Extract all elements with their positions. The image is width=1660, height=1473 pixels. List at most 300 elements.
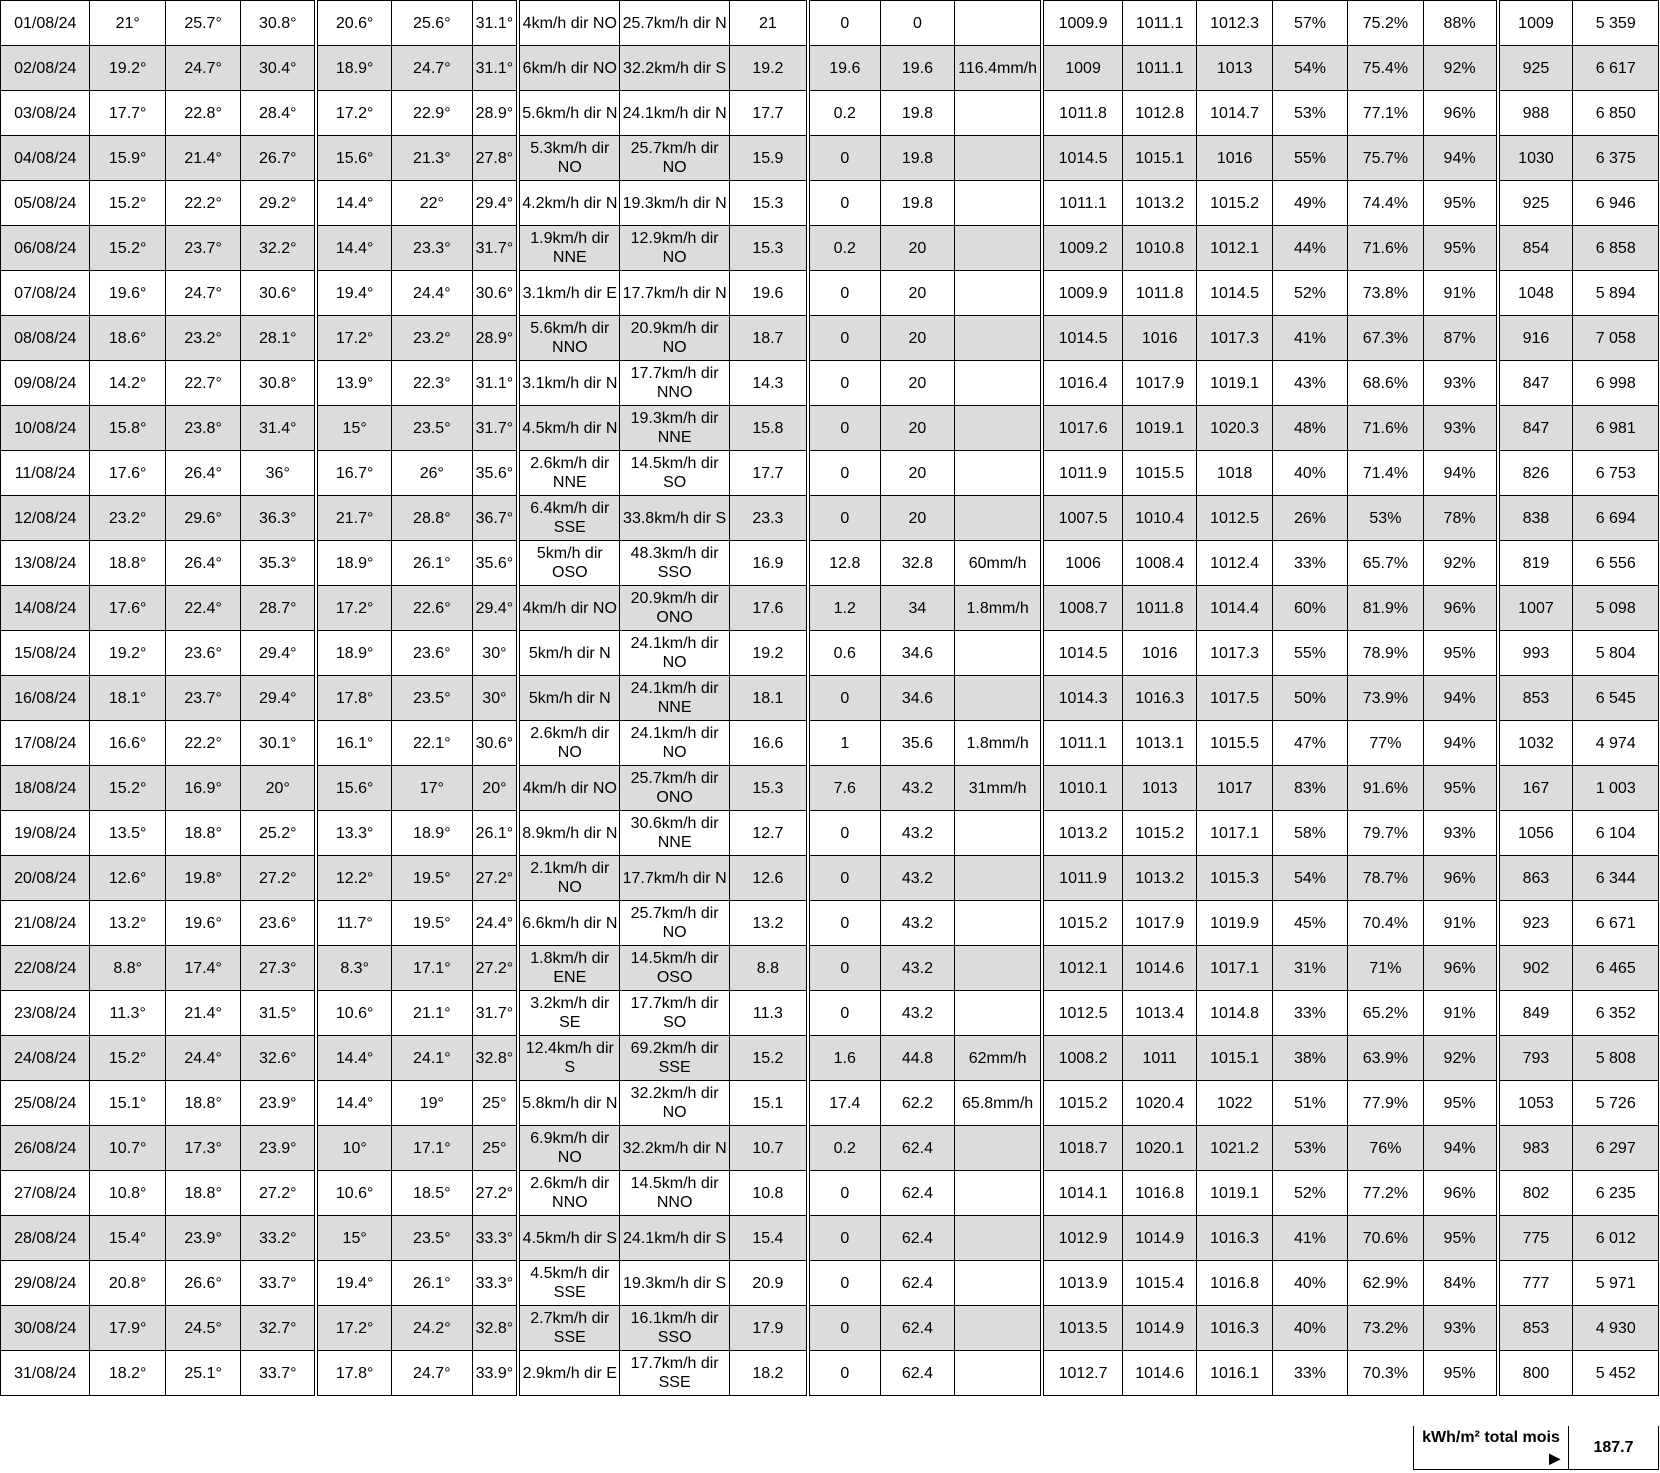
table-cell: 4.2km/h dir N bbox=[518, 181, 620, 226]
date-cell: 29/08/24 bbox=[1, 1261, 90, 1306]
table-cell: 1017.9 bbox=[1123, 901, 1197, 946]
table-cell: 19.6 bbox=[880, 46, 954, 91]
table-cell: 1 bbox=[808, 721, 880, 766]
table-cell: 6 545 bbox=[1573, 676, 1659, 721]
table-cell: 1010.1 bbox=[1042, 766, 1122, 811]
table-cell: 1014.1 bbox=[1042, 1171, 1122, 1216]
table-cell: 77% bbox=[1348, 721, 1423, 766]
table-cell: 27.3° bbox=[241, 946, 316, 991]
table-row bbox=[1, 496, 1659, 541]
month-total-label bbox=[1414, 1426, 1569, 1469]
table-cell: 30.6km/h dir NNE bbox=[620, 811, 730, 856]
table-cell: 15.9° bbox=[90, 136, 165, 181]
table-cell: 34.6 bbox=[880, 631, 954, 676]
table-cell: 17.4° bbox=[165, 946, 240, 991]
table-cell: 23.5° bbox=[392, 406, 472, 451]
date-cell: 06/08/24 bbox=[1, 226, 90, 271]
table-cell: 1014.5 bbox=[1197, 271, 1272, 316]
table-cell: 26.4° bbox=[165, 451, 240, 496]
table-cell: 43.2 bbox=[880, 901, 954, 946]
table-cell: 47% bbox=[1272, 721, 1347, 766]
table-cell: 8.8° bbox=[90, 946, 165, 991]
table-cell: 19.4° bbox=[316, 1261, 391, 1306]
table-cell: 4 930 bbox=[1573, 1306, 1659, 1351]
table-cell: 1018.7 bbox=[1042, 1126, 1122, 1171]
table-cell: 116.4mm/h bbox=[955, 46, 1042, 91]
table-cell: 17.7km/h dir N bbox=[620, 271, 730, 316]
table-cell: 10.8 bbox=[729, 1171, 807, 1216]
table-cell: 1.9km/h dir NNE bbox=[518, 226, 620, 271]
table-cell bbox=[955, 1261, 1042, 1306]
table-cell: 1015.2 bbox=[1197, 181, 1272, 226]
table-cell: 50% bbox=[1272, 676, 1347, 721]
date-cell: 14/08/24 bbox=[1, 586, 90, 631]
table-cell: 5 452 bbox=[1573, 1351, 1659, 1396]
table-cell: 777 bbox=[1498, 1261, 1573, 1306]
table-cell: 77.9% bbox=[1348, 1081, 1423, 1126]
table-cell: 0 bbox=[808, 1261, 880, 1306]
table-cell: 14.4° bbox=[316, 1036, 391, 1081]
table-cell: 1015.1 bbox=[1197, 1036, 1272, 1081]
table-cell: 31.7° bbox=[472, 406, 518, 451]
table-cell: 17.4 bbox=[808, 1081, 880, 1126]
table-cell: 5.3km/h dir NO bbox=[518, 136, 620, 181]
table-cell: 57% bbox=[1272, 1, 1347, 46]
table-cell: 17.6 bbox=[729, 586, 807, 631]
table-cell: 23.2° bbox=[90, 496, 165, 541]
table-cell: 23.6° bbox=[165, 631, 240, 676]
table-cell: 5 359 bbox=[1573, 1, 1659, 46]
table-cell: 16.1km/h dir SSO bbox=[620, 1306, 730, 1351]
table-cell: 79.7% bbox=[1348, 811, 1423, 856]
table-cell bbox=[955, 1126, 1042, 1171]
table-cell: 19.2° bbox=[90, 631, 165, 676]
table-cell: 41% bbox=[1272, 316, 1347, 361]
table-cell: 20 bbox=[880, 451, 954, 496]
table-cell: 23.9° bbox=[241, 1081, 316, 1126]
table-cell: 1014.9 bbox=[1123, 1306, 1197, 1351]
table-cell: 20° bbox=[241, 766, 316, 811]
date-cell: 02/08/24 bbox=[1, 46, 90, 91]
date-cell: 22/08/24 bbox=[1, 946, 90, 991]
table-cell: 1.6 bbox=[808, 1036, 880, 1081]
table-cell: 2.6km/h dir NNO bbox=[518, 1171, 620, 1216]
table-cell: 24.7° bbox=[392, 46, 472, 91]
table-cell: 15.2° bbox=[90, 1036, 165, 1081]
table-cell: 30° bbox=[472, 676, 518, 721]
table-cell: 33.7° bbox=[241, 1351, 316, 1396]
table-cell: 29.4° bbox=[472, 181, 518, 226]
table-cell: 34 bbox=[880, 586, 954, 631]
table-cell: 1011.1 bbox=[1123, 1, 1197, 46]
table-cell: 0.2 bbox=[808, 91, 880, 136]
table-cell: 40% bbox=[1272, 1261, 1347, 1306]
table-cell: 20.6° bbox=[316, 1, 391, 46]
table-cell: 15.2° bbox=[90, 226, 165, 271]
table-cell: 6 671 bbox=[1573, 901, 1659, 946]
table-cell: 1008.7 bbox=[1042, 586, 1122, 631]
table-cell: 20.9km/h dir NO bbox=[620, 316, 730, 361]
table-cell: 20 bbox=[880, 496, 954, 541]
table-cell: 43.2 bbox=[880, 946, 954, 991]
date-cell: 15/08/24 bbox=[1, 631, 90, 676]
table-cell: 17° bbox=[392, 766, 472, 811]
table-cell: 29.4° bbox=[241, 676, 316, 721]
table-cell bbox=[955, 631, 1042, 676]
table-cell: 14.5km/h dir SO bbox=[620, 451, 730, 496]
table-cell: 62.4 bbox=[880, 1126, 954, 1171]
table-cell: 6 375 bbox=[1573, 136, 1659, 181]
table-cell: 19.5° bbox=[392, 901, 472, 946]
date-cell: 08/08/24 bbox=[1, 316, 90, 361]
table-cell: 1012.1 bbox=[1042, 946, 1122, 991]
table-cell: 1020.4 bbox=[1123, 1081, 1197, 1126]
table-cell: 0 bbox=[808, 451, 880, 496]
table-cell: 17.1° bbox=[392, 1126, 472, 1171]
table-cell: 1019.1 bbox=[1123, 406, 1197, 451]
table-cell: 1013 bbox=[1123, 766, 1197, 811]
table-cell: 24.4° bbox=[165, 1036, 240, 1081]
table-cell: 71.6% bbox=[1348, 406, 1423, 451]
table-cell: 15.4° bbox=[90, 1216, 165, 1261]
table-cell: 30.4° bbox=[241, 46, 316, 91]
table-cell: 1032 bbox=[1498, 721, 1573, 766]
table-cell: 1013.9 bbox=[1042, 1261, 1122, 1306]
table-cell: 17.2° bbox=[316, 91, 391, 136]
table-cell: 21.4° bbox=[165, 991, 240, 1036]
month-total-value: 187.7 bbox=[1593, 1439, 1634, 1456]
table-cell: 1009.9 bbox=[1042, 1, 1122, 46]
table-cell: 1009.9 bbox=[1042, 271, 1122, 316]
table-cell: 91% bbox=[1423, 901, 1497, 946]
table-cell: 0 bbox=[808, 496, 880, 541]
date-cell: 28/08/24 bbox=[1, 1216, 90, 1261]
table-cell: 25.7km/h dir NO bbox=[620, 901, 730, 946]
table-cell: 96% bbox=[1423, 856, 1497, 901]
table-cell bbox=[955, 901, 1042, 946]
month-total-label-text: kWh/m² total mois bbox=[1422, 1429, 1560, 1446]
table-cell: 40% bbox=[1272, 1306, 1347, 1351]
table-cell: 23.3 bbox=[729, 496, 807, 541]
table-cell: 94% bbox=[1423, 1126, 1497, 1171]
table-cell: 26.1° bbox=[392, 1261, 472, 1306]
table-cell: 30.6° bbox=[472, 271, 518, 316]
table-cell: 65.8mm/h bbox=[955, 1081, 1042, 1126]
table-cell: 53% bbox=[1348, 496, 1423, 541]
table-cell: 49% bbox=[1272, 181, 1347, 226]
table-cell: 925 bbox=[1498, 181, 1573, 226]
table-cell: 14.5km/h dir NNO bbox=[620, 1171, 730, 1216]
table-cell: 77.2% bbox=[1348, 1171, 1423, 1216]
table-cell: 33% bbox=[1272, 1351, 1347, 1396]
table-cell: 1014.6 bbox=[1123, 946, 1197, 991]
table-cell: 19.2 bbox=[729, 46, 807, 91]
table-cell: 10.7 bbox=[729, 1126, 807, 1171]
table-row bbox=[1, 1351, 1659, 1396]
table-cell: 4.5km/h dir S bbox=[518, 1216, 620, 1261]
table-cell: 0 bbox=[808, 1216, 880, 1261]
table-cell: 12.7 bbox=[729, 811, 807, 856]
table-cell: 15.3 bbox=[729, 226, 807, 271]
table-cell: 167 bbox=[1498, 766, 1573, 811]
table-cell: 22.7° bbox=[165, 361, 240, 406]
table-cell: 30.8° bbox=[241, 361, 316, 406]
table-cell: 70.6% bbox=[1348, 1216, 1423, 1261]
table-cell: 11.3° bbox=[90, 991, 165, 1036]
table-cell: 7.6 bbox=[808, 766, 880, 811]
table-cell: 1021.2 bbox=[1197, 1126, 1272, 1171]
table-cell: 19.6 bbox=[729, 271, 807, 316]
table-cell: 21.4° bbox=[165, 136, 240, 181]
table-cell: 902 bbox=[1498, 946, 1573, 991]
table-cell: 22.4° bbox=[165, 586, 240, 631]
table-cell: 7 058 bbox=[1573, 316, 1659, 361]
table-cell: 0 bbox=[808, 1306, 880, 1351]
table-cell: 993 bbox=[1498, 631, 1573, 676]
table-cell: 21° bbox=[90, 1, 165, 46]
table-cell: 11.7° bbox=[316, 901, 391, 946]
table-cell: 17.9° bbox=[90, 1306, 165, 1351]
table-cell: 1053 bbox=[1498, 1081, 1573, 1126]
table-cell: 16.9 bbox=[729, 541, 807, 586]
table-cell: 23.7° bbox=[165, 676, 240, 721]
table-cell: 6 617 bbox=[1573, 46, 1659, 91]
table-cell: 2.1km/h dir NO bbox=[518, 856, 620, 901]
table-cell bbox=[955, 496, 1042, 541]
table-cell: 19.6° bbox=[90, 271, 165, 316]
table-cell: 15.6° bbox=[316, 766, 391, 811]
table-cell: 30° bbox=[472, 631, 518, 676]
table-cell: 853 bbox=[1498, 1306, 1573, 1351]
table-cell: 0 bbox=[808, 361, 880, 406]
table-cell: 5 808 bbox=[1573, 1036, 1659, 1081]
table-cell: 1011.9 bbox=[1042, 451, 1122, 496]
table-cell: 6 850 bbox=[1573, 91, 1659, 136]
table-cell: 6 753 bbox=[1573, 451, 1659, 496]
table-cell: 1015.2 bbox=[1042, 1081, 1122, 1126]
table-cell: 15° bbox=[316, 1216, 391, 1261]
table-cell: 1012.4 bbox=[1197, 541, 1272, 586]
table-cell: 6.9km/h dir NO bbox=[518, 1126, 620, 1171]
table-cell: 15.6° bbox=[316, 136, 391, 181]
table-cell: 18.2 bbox=[729, 1351, 807, 1396]
table-cell: 95% bbox=[1423, 766, 1497, 811]
date-cell: 04/08/24 bbox=[1, 136, 90, 181]
table-cell: 21.1° bbox=[392, 991, 472, 1036]
table-cell: 853 bbox=[1498, 676, 1573, 721]
table-cell: 1.8mm/h bbox=[955, 721, 1042, 766]
table-cell: 74.4% bbox=[1348, 181, 1423, 226]
table-cell: 19.2° bbox=[90, 46, 165, 91]
table-cell: 30.8° bbox=[241, 1, 316, 46]
table-cell: 28.9° bbox=[472, 91, 518, 136]
table-cell: 6.6km/h dir N bbox=[518, 901, 620, 946]
table-cell: 95% bbox=[1423, 1351, 1497, 1396]
table-cell: 19.5° bbox=[392, 856, 472, 901]
table-cell: 1016 bbox=[1123, 631, 1197, 676]
table-cell: 84% bbox=[1423, 1261, 1497, 1306]
table-cell: 28.9° bbox=[472, 316, 518, 361]
table-cell: 0 bbox=[808, 856, 880, 901]
table-cell: 29.2° bbox=[241, 181, 316, 226]
table-cell: 71.6% bbox=[1348, 226, 1423, 271]
table-cell: 14.4° bbox=[316, 181, 391, 226]
table-cell: 0 bbox=[808, 181, 880, 226]
table-cell: 24.2° bbox=[392, 1306, 472, 1351]
table-cell: 1014.7 bbox=[1197, 91, 1272, 136]
table-cell bbox=[955, 91, 1042, 136]
table-cell: 2.6km/h dir NNE bbox=[518, 451, 620, 496]
table-cell bbox=[955, 226, 1042, 271]
table-cell: 4km/h dir NO bbox=[518, 586, 620, 631]
table-row bbox=[1, 766, 1659, 811]
table-cell: 24.1km/h dir N bbox=[620, 91, 730, 136]
table-cell: 24.4° bbox=[392, 271, 472, 316]
table-cell: 22° bbox=[392, 181, 472, 226]
date-cell: 21/08/24 bbox=[1, 901, 90, 946]
table-cell: 32.7° bbox=[241, 1306, 316, 1351]
table-cell: 71.4% bbox=[1348, 451, 1423, 496]
table-cell: 12.2° bbox=[316, 856, 391, 901]
table-cell: 32.8 bbox=[880, 541, 954, 586]
table-cell: 1015.3 bbox=[1197, 856, 1272, 901]
table-cell: 62.2 bbox=[880, 1081, 954, 1126]
date-cell: 25/08/24 bbox=[1, 1081, 90, 1126]
table-cell: 14.2° bbox=[90, 361, 165, 406]
table-cell: 24.7° bbox=[165, 46, 240, 91]
table-cell: 33% bbox=[1272, 991, 1347, 1036]
table-cell: 25.7km/h dir ONO bbox=[620, 766, 730, 811]
table-cell: 22.3° bbox=[392, 361, 472, 406]
table-cell: 81.9% bbox=[1348, 586, 1423, 631]
table-cell: 17.2° bbox=[316, 316, 391, 361]
table-cell: 28.4° bbox=[241, 91, 316, 136]
table-cell: 21 bbox=[729, 1, 807, 46]
table-cell: 3.1km/h dir E bbox=[518, 271, 620, 316]
table-cell: 43% bbox=[1272, 361, 1347, 406]
date-cell: 03/08/24 bbox=[1, 91, 90, 136]
table-row bbox=[1, 1171, 1659, 1216]
table-cell: 1019.9 bbox=[1197, 901, 1272, 946]
table-cell: 44.8 bbox=[880, 1036, 954, 1081]
table-cell: 14.5km/h dir OSO bbox=[620, 946, 730, 991]
table-cell bbox=[955, 361, 1042, 406]
table-cell: 31.5° bbox=[241, 991, 316, 1036]
table-cell: 1.8mm/h bbox=[955, 586, 1042, 631]
table-cell: 849 bbox=[1498, 991, 1573, 1036]
date-cell: 07/08/24 bbox=[1, 271, 90, 316]
table-cell: 5km/h dir OSO bbox=[518, 541, 620, 586]
table-cell: 17.3° bbox=[165, 1126, 240, 1171]
table-cell: 10.6° bbox=[316, 1171, 391, 1216]
table-row bbox=[1, 631, 1659, 676]
table-cell: 1013.2 bbox=[1123, 181, 1197, 226]
table-cell: 65.7% bbox=[1348, 541, 1423, 586]
table-cell: 18.9° bbox=[392, 811, 472, 856]
table-cell: 16.1° bbox=[316, 721, 391, 766]
table-cell: 1014.5 bbox=[1042, 631, 1122, 676]
table-cell: 23.2° bbox=[165, 316, 240, 361]
table-cell: 1012.8 bbox=[1123, 91, 1197, 136]
table-cell: 21.7° bbox=[316, 496, 391, 541]
table-cell: 2.6km/h dir NO bbox=[518, 721, 620, 766]
table-cell: 1006 bbox=[1042, 541, 1122, 586]
table-cell: 19° bbox=[392, 1081, 472, 1126]
table-cell: 53% bbox=[1272, 91, 1347, 136]
table-cell: 4.5km/h dir N bbox=[518, 406, 620, 451]
table-cell: 14.3 bbox=[729, 361, 807, 406]
table-cell: 1016.3 bbox=[1123, 676, 1197, 721]
table-cell: 32.2° bbox=[241, 226, 316, 271]
month-total-box bbox=[1413, 1426, 1659, 1470]
table-cell: 8.8 bbox=[729, 946, 807, 991]
table-cell: 1010.4 bbox=[1123, 496, 1197, 541]
table-cell: 73.9% bbox=[1348, 676, 1423, 721]
table-cell bbox=[955, 856, 1042, 901]
table-cell: 5km/h dir N bbox=[518, 676, 620, 721]
table-cell: 11.3 bbox=[729, 991, 807, 1036]
table-cell: 15° bbox=[316, 406, 391, 451]
table-cell: 22.2° bbox=[165, 721, 240, 766]
table-cell: 55% bbox=[1272, 631, 1347, 676]
table-cell: 1.8km/h dir ENE bbox=[518, 946, 620, 991]
table-cell: 16.7° bbox=[316, 451, 391, 496]
table-cell: 6 556 bbox=[1573, 541, 1659, 586]
table-cell: 25.2° bbox=[241, 811, 316, 856]
table-cell: 18.5° bbox=[392, 1171, 472, 1216]
table-cell: 14.4° bbox=[316, 226, 391, 271]
table-cell: 1015.2 bbox=[1042, 901, 1122, 946]
table-cell: 32.2km/h dir NO bbox=[620, 1081, 730, 1126]
table-cell: 25.7° bbox=[165, 1, 240, 46]
table-cell: 19.8 bbox=[880, 181, 954, 226]
table-cell bbox=[955, 811, 1042, 856]
table-cell: 1030 bbox=[1498, 136, 1573, 181]
table-cell: 17.2° bbox=[316, 1306, 391, 1351]
table-row bbox=[1, 451, 1659, 496]
table-cell: 31mm/h bbox=[955, 766, 1042, 811]
table-cell: 1008.2 bbox=[1042, 1036, 1122, 1081]
table-cell: 30.1° bbox=[241, 721, 316, 766]
table-cell: 35.3° bbox=[241, 541, 316, 586]
table-row bbox=[1, 1036, 1659, 1081]
table-cell: 93% bbox=[1423, 811, 1497, 856]
table-cell: 0 bbox=[880, 1, 954, 46]
table-cell: 854 bbox=[1498, 226, 1573, 271]
table-cell: 1017 bbox=[1197, 766, 1272, 811]
table-cell: 31.1° bbox=[472, 361, 518, 406]
table-cell: 15.8 bbox=[729, 406, 807, 451]
table-cell: 1016.8 bbox=[1123, 1171, 1197, 1216]
table-cell: 75.4% bbox=[1348, 46, 1423, 91]
table-cell: 4.5km/h dir SSE bbox=[518, 1261, 620, 1306]
table-cell: 13.3° bbox=[316, 811, 391, 856]
table-cell: 23.9° bbox=[241, 1126, 316, 1171]
table-cell: 20 bbox=[880, 271, 954, 316]
table-cell: 17.7 bbox=[729, 91, 807, 136]
table-cell: 916 bbox=[1498, 316, 1573, 361]
table-cell: 10° bbox=[316, 1126, 391, 1171]
table-cell: 5 971 bbox=[1573, 1261, 1659, 1306]
table-cell: 17.7km/h dir N bbox=[620, 856, 730, 901]
table-cell: 33.9° bbox=[472, 1351, 518, 1396]
table-cell: 1007.5 bbox=[1042, 496, 1122, 541]
date-cell: 01/08/24 bbox=[1, 1, 90, 46]
table-cell bbox=[955, 451, 1042, 496]
table-cell bbox=[955, 136, 1042, 181]
table-cell: 32.8° bbox=[472, 1306, 518, 1351]
table-cell: 92% bbox=[1423, 1036, 1497, 1081]
